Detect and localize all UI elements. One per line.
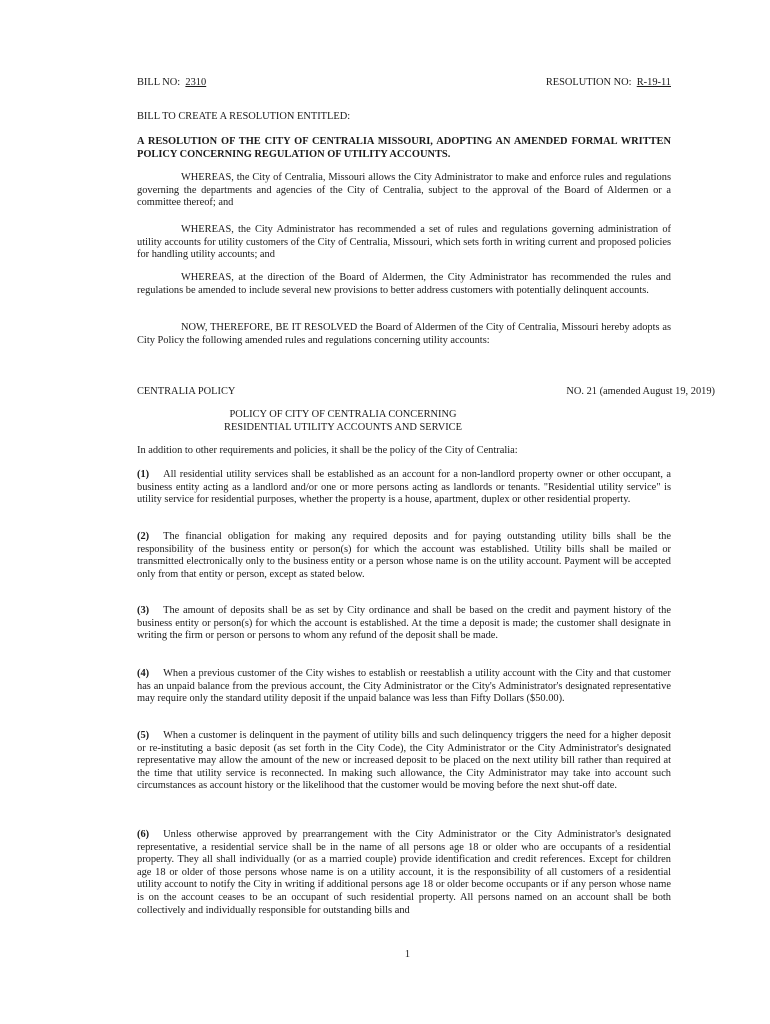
clause-text: Unless otherwise approved by prearrangement with the City Administrator or the City Administrator's designated representative, a residential service shall be in the name of all persons age 18 or older who are occupants of a residential property. They all shall individually (or as a married couple) provide identification and credit references. Except for children age 18 or older of those persons whose name is on a utility account, it is the responsibility of all customers of a residential utility account to notify the City in writing if additional persons age 18 or older become occupants or if any person whose name is on the account ceases to be an occupant of such residential property. All persons named on an account shall be both collectively and individually responsible for outstanding bills and (137, 829, 671, 916)
bill-number (137, 76, 206, 89)
resolution-number-value: R-19-11 (636, 77, 671, 88)
whereas-paragraph-2: WHEREAS, the City Administrator has recommended a set of rules and regulations governing administration of utility accounts for utility customers of the City of Centralia, Missouri, which sets forth in writing current and proposed policies for handling utility accounts; and (137, 224, 671, 261)
clause-number: (2) (137, 531, 150, 542)
clause-1 (137, 469, 671, 507)
clause-4 (137, 668, 671, 706)
clause-text: When a previous customer of the City wishes to establish or reestablish a utility account with the City and that customer has an unpaid balance from the previous account, the City Administrator or the City's Administrator's designated representative may require only the standard utility deposit if the unpaid balance was less than Fifty Dollars ($50.00). (137, 668, 671, 705)
clause-number: (1) (137, 469, 150, 480)
bill-number-value: 2310 (185, 77, 207, 88)
clause-number: (4) (137, 668, 150, 679)
clause-text: When a customer is delinquent in the payment of utility bills and such delinquency triggers the need for a higher deposit or re-instituting a basic deposit (as set forth in the City Code), the City Administrator or the City Administrator's designated representative may allow the amount of the new or increased deposit to be placed on the next utility bill rather than required at the time that utility service is reconnected. In making such allowance, the City Administrator may take into account such circumstances as account history or the likelihood that the customer would be moving before the next shut-off date. (137, 730, 671, 792)
clause-6 (137, 829, 671, 917)
clause-text: All residential utility services shall be established as an account for a non-landlord property owner or other occupant, a business entity acting as a landlord and/or one or more persons acting as landlords or tenants. "Residential utility service" is utility service for residential purposes, whether the property is a house, apartment, duplex or other residential property. (137, 469, 671, 506)
resolution-title: A RESOLUTION OF THE CITY OF CENTRALIA MISSOURI, ADOPTING AN AMENDED FORMAL WRITTEN POLICY CONCERNING REGULATION OF UTILITY ACCOUNTS. (137, 136, 671, 160)
clause-3 (137, 605, 671, 643)
clause-number: (3) (137, 605, 150, 616)
policy-title (137, 409, 549, 434)
now-therefore-paragraph: NOW, THEREFORE, BE IT RESOLVED the Board of Aldermen of the City of Centralia, Missouri hereby adopts as City Policy the following amended rules and regulations concerning utility accounts: (137, 322, 671, 346)
bill-label: BILL NO: (137, 77, 181, 88)
clause-text: The amount of deposits shall be as set by City ordinance and shall be based on the credit and payment history of the business entity or person(s) for which the account is established. At the time a deposit is made; the customer shall designate in writing the firm or person or persons to whom any refund of the deposit shall be made. (137, 605, 671, 642)
resolution-number (546, 76, 671, 89)
bill-to-create: BILL TO CREATE A RESOLUTION ENTITLED: (137, 111, 351, 122)
page-number: 1 (404, 949, 411, 960)
clause-number: (6) (137, 829, 150, 840)
policy-label: CENTRALIA POLICY (137, 386, 236, 397)
policy-title-line-2: RESIDENTIAL UTILITY ACCOUNTS AND SERVICE (224, 421, 462, 433)
clause-5 (137, 730, 671, 793)
resolution-label: RESOLUTION NO: (545, 77, 632, 88)
whereas-paragraph-3: WHEREAS, at the direction of the Board of Aldermen, the City Administrator has recommended the rules and regulations be amended to include several new provisions to better address customers with potentially delinquent accounts. (137, 272, 671, 296)
clause-text: The financial obligation for making any required deposits and for paying outstanding utility bills shall be the responsibility of the business entity or person(s) for which the account was established. Utility bills shall be mailed or transmitted electronically only to the business entity or a person whose name is on the utility account. Payment will be accepted only from that entity or person, except as stated below. (137, 531, 671, 580)
whereas-paragraph-1: WHEREAS, the City of Centralia, Missouri allows the City Administrator to make and enforce rules and regulations governing the departments and agencies of the City of Centralia, subject to the approval of the Board of Aldermen or a committee thereof; and (137, 172, 671, 209)
clause-number: (5) (137, 730, 150, 741)
clause-2 (137, 531, 671, 581)
policy-title-line-1: POLICY OF CITY OF CENTRALIA CONCERNING (229, 409, 457, 420)
policy-number: NO. 21 (amended August 19, 2019) (566, 386, 715, 397)
policy-preamble: In addition to other requirements and policies, it shall be the policy of the City of Centralia: (137, 445, 518, 456)
